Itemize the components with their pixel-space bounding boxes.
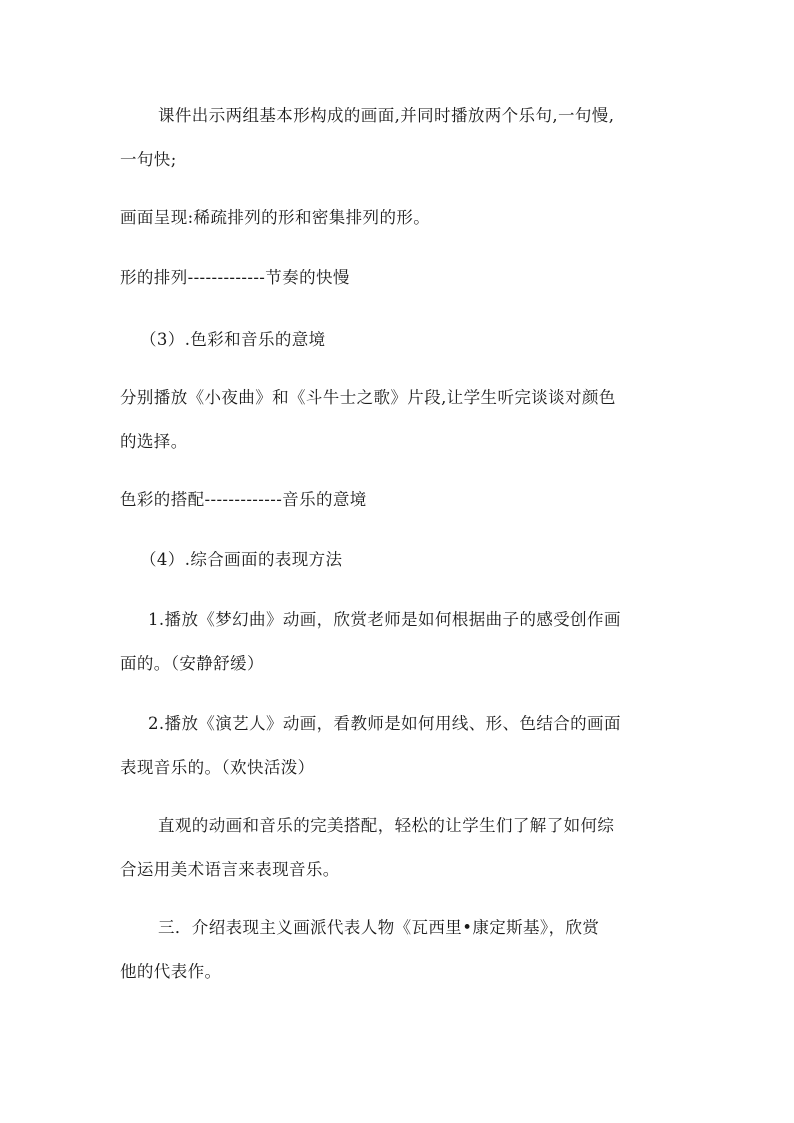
section-heading: （3）.色彩和音乐的意境 <box>140 330 326 349</box>
paragraph-line: 表现音乐的。（欢快活泼） <box>120 758 315 777</box>
paragraph-line: 色彩的搭配-------------音乐的意境 <box>120 490 367 509</box>
paragraph-line: 他的代表作。 <box>120 962 222 981</box>
paragraph-line: 一句快; <box>120 150 177 169</box>
paragraph-line: 形的排列-------------节奏的快慢 <box>120 268 350 287</box>
paragraph-line: 合运用美术语言来表现音乐。 <box>120 860 340 879</box>
paragraph-line: 直观的动画和音乐的完美搭配，轻松的让学生们了解了如何综 <box>158 816 615 835</box>
paragraph-line: 2.播放《演艺人》动画，看教师是如何用线、形、色结合的画面 <box>148 714 621 733</box>
paragraph-line: 课件出示两组基本形构成的画面,并同时播放两个乐句,一句慢, <box>158 106 615 125</box>
paragraph-line: 分别播放《小夜曲》和《斗牛士之歌》片段,让学生听完谈谈对颜色 <box>120 388 616 407</box>
section-heading: 三．介绍表现主义画派代表人物《瓦西里•康定斯基》，欣赏 <box>158 918 600 937</box>
paragraph-line: 的选择。 <box>120 432 188 451</box>
paragraph-line: 画面呈现:稀疏排列的形和密集排列的形。 <box>120 208 431 227</box>
section-heading: （4）.综合画面的表现方法 <box>140 550 343 569</box>
paragraph-line: 面的。（安静舒缓） <box>120 654 264 673</box>
paragraph-line: 1.播放《梦幻曲》动画，欣赏老师是如何根据曲子的感受创作画 <box>148 610 621 629</box>
